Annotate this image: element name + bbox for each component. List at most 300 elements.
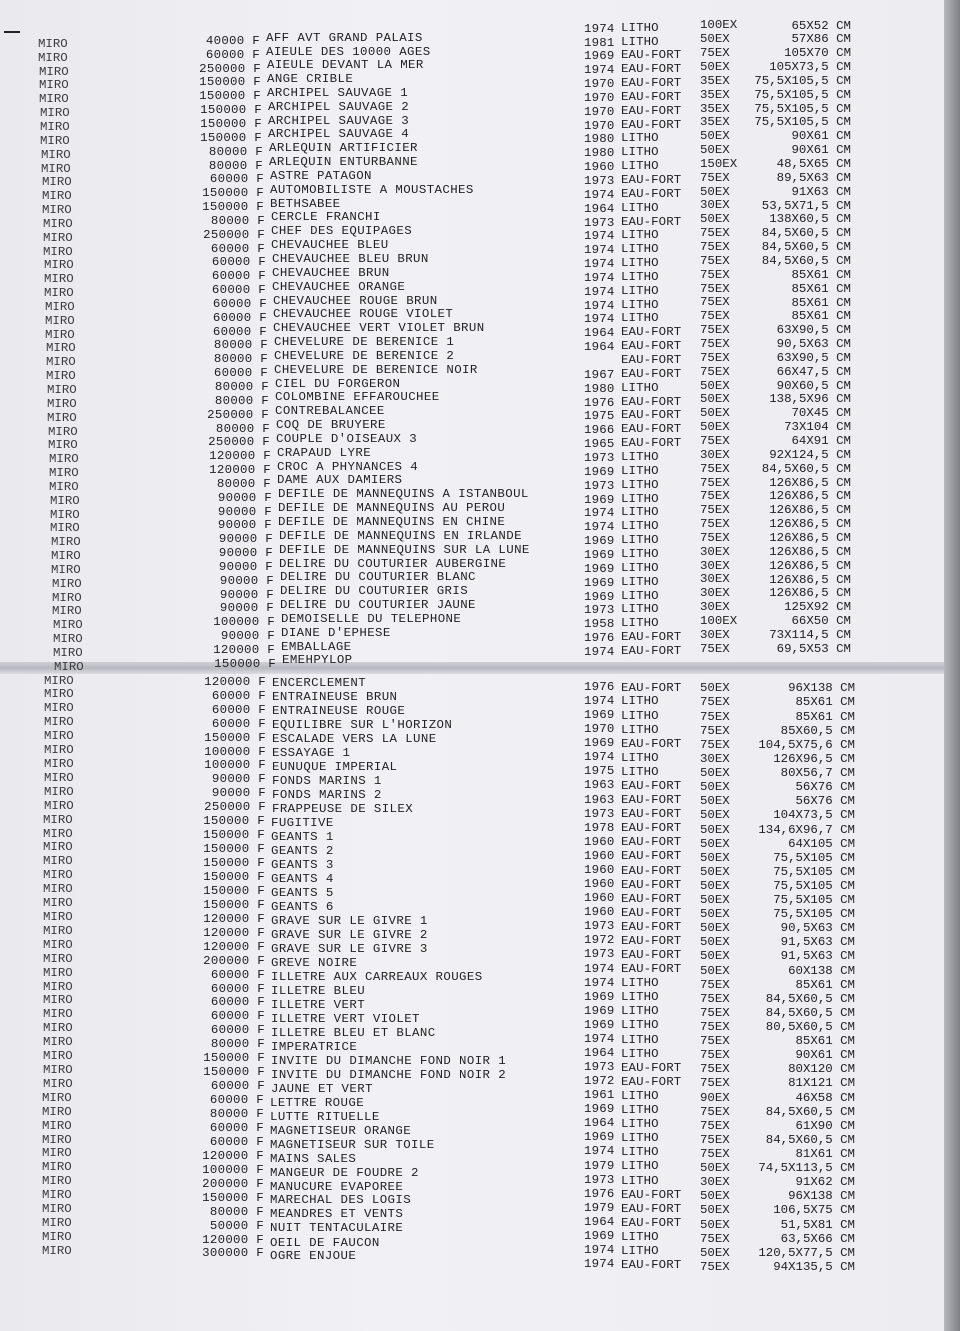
price-cell: 250000 F [203, 227, 265, 242]
price-cell: 150000 F [204, 730, 266, 745]
artist-cell: MIRO [42, 1202, 72, 1217]
medium-cell: LITHO [621, 1131, 659, 1146]
price-cell: 200000 F [203, 953, 265, 968]
size-cell: 61X90 CM [795, 1118, 855, 1133]
title-cell: ENTRAINEUSE BRUN [272, 690, 398, 705]
price-cell: 120000 F [209, 449, 271, 464]
edition-cell: 35EX [700, 87, 730, 102]
price-cell: 250000 F [204, 800, 266, 815]
edition-cell: 50EX [700, 129, 730, 144]
price-cell: 80000 F [208, 144, 263, 159]
medium-cell: LITHO [621, 519, 659, 534]
artist-cell: MIRO [43, 951, 73, 966]
medium-cell: EAU-FORT [621, 325, 682, 340]
title-cell: DEMOISELLE DU TELEPHONE [281, 611, 462, 626]
title-cell: LETTRE ROUGE [270, 1095, 365, 1110]
artist-cell: MIRO [42, 1118, 72, 1133]
medium-cell: LITHO [621, 1173, 659, 1188]
price-cell: 150000 F [199, 75, 261, 90]
year-cell: 1973 [584, 806, 615, 821]
year-cell: 1960 [584, 834, 615, 849]
artist-cell: MIRO [43, 896, 73, 911]
medium-cell: LITHO [621, 297, 659, 312]
year-cell: 1969 [584, 464, 615, 479]
price-cell: 150000 F [202, 1190, 264, 1205]
year-cell: 1976 [584, 680, 615, 694]
edition-cell: 30EX [700, 600, 730, 615]
medium-cell: LITHO [621, 380, 659, 395]
edition-cell: 75EX [700, 309, 730, 324]
title-cell: OGRE ENJOUE [270, 1249, 357, 1264]
price-cell: 80000 F [208, 158, 263, 173]
title-cell: MARECHAL DES LOGIS [270, 1193, 412, 1208]
medium-cell: LITHO [621, 694, 659, 709]
year-cell: 1961 [584, 1088, 615, 1103]
price-cell: 150000 F [203, 828, 265, 843]
size-cell: 75,5X105 CM [773, 907, 855, 922]
artist-cell: MIRO [45, 327, 75, 342]
title-cell: FRAPPEUSE DE SILEX [272, 802, 414, 817]
price-cell: 60000 F [212, 310, 267, 325]
medium-cell: LITHO [621, 976, 659, 991]
price-cell: 150000 F [203, 1051, 265, 1066]
year-cell: 1974 [584, 312, 615, 327]
artist-cell: MIRO [52, 590, 82, 605]
medium-cell: LITHO [621, 722, 659, 737]
year-cell: 1969 [584, 1102, 615, 1117]
year-cell: 1974 [584, 63, 615, 78]
title-cell: GRAVE SUR LE GIVRE 2 [271, 927, 428, 942]
price-cell: 90000 F [219, 601, 274, 616]
edition-cell: 75EX [700, 1005, 730, 1020]
medium-cell: LITHO [621, 145, 659, 160]
size-cell: 90,5X63 CM [776, 337, 851, 352]
title-cell: COUPLE D'OISEAUX 3 [276, 431, 418, 446]
price-cell: 90000 F [217, 504, 272, 519]
title-cell: CIEL DU FORGERON [275, 376, 401, 391]
title-cell: CHEVAUCHEE BRUN [272, 265, 390, 280]
price-cell: 60000 F [212, 296, 267, 311]
title-cell: ILLETRE BLEU ET BLANC [271, 1025, 436, 1040]
medium-cell: LITHO [621, 256, 659, 270]
year-cell: 1965 [584, 437, 615, 452]
year-cell: 1970 [584, 722, 615, 737]
edition-cell: 50EX [700, 1189, 730, 1204]
artist-cell: MIRO [51, 535, 81, 550]
artist-cell: MIRO [44, 715, 74, 730]
medium-cell: EAU-FORT [621, 680, 682, 695]
price-cell: 90000 F [219, 573, 274, 588]
edition-cell: 75EX [700, 641, 730, 656]
title-cell: CHEVAUCHEE ORANGE [272, 279, 406, 294]
medium-cell: EAU-FORT [621, 630, 682, 644]
medium-cell: LITHO [621, 1229, 659, 1244]
artist-cell: MIRO [39, 92, 69, 107]
medium-cell: LITHO [621, 159, 659, 174]
price-cell: 60000 F [213, 366, 268, 381]
price-cell: 100000 F [204, 758, 266, 773]
size-cell: 51,5X81 CM [780, 1217, 855, 1232]
catalog-row [0, 770, 948, 795]
artist-cell: MIRO [47, 410, 77, 425]
artist-cell: MIRO [43, 244, 73, 259]
size-cell: 126X86,5 CM [769, 572, 851, 587]
title-cell: CHEVELURE DE BERENICE NOIR [274, 362, 478, 377]
price-cell: 200000 F [202, 1176, 264, 1191]
size-cell: 80X56,7 CM [780, 766, 855, 781]
price-cell: 60000 F [211, 255, 266, 270]
catalog-row [0, 1243, 948, 1274]
title-cell: DEFILE DE MANNEQUINS EN IRLANDE [279, 528, 522, 543]
edition-cell: 50EX [700, 212, 730, 227]
artist-cell: MIRO [49, 479, 79, 494]
size-cell: 90X61 CM [791, 143, 851, 158]
year-cell: 1973 [584, 603, 615, 618]
size-cell: 75,5X105,5 CM [754, 115, 851, 130]
title-cell: MAINS SALES [270, 1151, 357, 1166]
title-cell: ARCHIPEL SAUVAGE 3 [268, 113, 410, 128]
size-cell: 84,5X60,5 CM [761, 240, 851, 255]
title-cell: EUNUQUE IMPERIAL [272, 760, 398, 775]
artist-cell: MIRO [43, 909, 73, 924]
edition-cell: 50EX [700, 935, 730, 950]
artist-cell: MIRO [43, 1007, 73, 1022]
title-cell: ESSAYAGE 1 [272, 746, 351, 761]
year-cell: 1969 [584, 49, 615, 64]
edition-cell: 50EX [700, 1245, 730, 1260]
medium-cell: EAU-FORT [621, 821, 682, 836]
artist-cell: MIRO [43, 1063, 73, 1078]
edition-cell: 50EX [700, 59, 730, 74]
size-cell: 80X120 CM [788, 1062, 855, 1077]
artist-cell: MIRO [43, 854, 73, 869]
price-cell: 150000 F [202, 186, 264, 201]
size-cell: 96X138 CM [788, 681, 855, 696]
edition-cell: 75EX [700, 737, 730, 752]
year-cell: 1960 [584, 160, 615, 175]
medium-cell: LITHO [621, 505, 659, 520]
price-cell: 250000 F [208, 435, 270, 450]
size-cell: 91X62 CM [795, 1175, 855, 1190]
year-cell: 1973 [584, 215, 615, 230]
edition-cell: 35EX [700, 73, 730, 88]
size-cell: 53,5X71,5 CM [761, 198, 851, 213]
medium-cell: EAU-FORT [621, 422, 682, 437]
size-cell: 138X60,5 CM [769, 212, 851, 227]
edition-cell: 90EX [700, 1090, 730, 1105]
size-cell: 56X76 CM [795, 780, 855, 795]
artist-cell: MIRO [43, 1035, 73, 1050]
edition-cell: 75EX [700, 1048, 730, 1063]
price-cell: 60000 F [209, 172, 264, 187]
price-cell: 150000 F [203, 814, 265, 829]
artist-cell: MIRO [47, 383, 77, 397]
artist-cell: MIRO [43, 937, 73, 952]
edition-cell: 75EX [700, 503, 730, 518]
size-cell: 66X50 CM [791, 614, 851, 628]
title-cell: ARLEQUIN ENTURBANNE [269, 155, 418, 170]
year-cell: 1973 [584, 450, 615, 465]
year-cell: 1963 [584, 792, 615, 807]
year-cell: 1960 [584, 862, 615, 877]
medium-cell: EAU-FORT [621, 807, 682, 822]
medium-cell: EAU-FORT [621, 643, 682, 658]
price-cell: 60000 F [210, 967, 265, 982]
year-cell: 1976 [584, 395, 615, 410]
size-cell: 75,5X105,5 CM [754, 73, 851, 88]
artist-cell: MIRO [54, 659, 84, 674]
year-cell: 1958 [584, 617, 615, 632]
edition-cell: 75EX [700, 226, 730, 241]
price-cell: 150000 F [200, 103, 262, 118]
edition-cell: 75EX [700, 170, 730, 185]
title-cell: AIEULE DEVANT LA MER [267, 58, 424, 73]
title-cell: EMBALLAGE [281, 639, 352, 654]
year-cell: 1970 [584, 104, 615, 119]
price-cell: 80000 F [210, 1037, 265, 1052]
title-cell: DELIRE DU COUTURIER AUBERGINE [279, 556, 507, 571]
edition-cell: 50EX [700, 893, 730, 908]
edition-cell: 30EX [700, 447, 730, 462]
size-cell: 63X90,5 CM [776, 323, 851, 338]
edition-cell: 30EX [700, 558, 730, 573]
title-cell: CONTREBALANCEE [275, 404, 385, 419]
edition-cell: 50EX [700, 406, 730, 421]
size-cell: 91,5X63 CM [780, 949, 855, 964]
year-cell: 1974 [584, 975, 615, 990]
edition-cell: 75EX [700, 323, 730, 338]
size-cell: 85X61 CM [795, 709, 855, 724]
year-cell: 1974 [584, 1144, 615, 1159]
year-cell: 1975 [584, 764, 615, 779]
year-cell: 1964 [584, 201, 615, 216]
year-cell: 1973 [584, 478, 615, 493]
size-cell: 84,5X60,5 CM [761, 226, 851, 241]
price-cell: 300000 F [202, 1246, 264, 1261]
medium-cell: EAU-FORT [621, 891, 682, 906]
edition-cell: 75EX [700, 1118, 730, 1133]
price-cell: 120000 F [203, 925, 265, 940]
artist-cell: MIRO [44, 286, 74, 301]
title-cell: GRAVE SUR LE GIVRE 3 [271, 941, 428, 956]
medium-cell: EAU-FORT [621, 172, 682, 187]
year-cell: 1974 [584, 506, 615, 521]
price-cell: 250000 F [207, 407, 269, 422]
edition-cell: 30EX [700, 586, 730, 601]
artist-cell: MIRO [42, 175, 72, 190]
size-cell: 126X86,5 CM [769, 503, 851, 518]
catalog-row [0, 687, 948, 710]
artist-cell: MIRO [44, 272, 74, 287]
title-cell: DELIRE DU COUTURIER JAUNE [280, 598, 476, 613]
size-cell: 81X61 CM [795, 1146, 855, 1161]
price-cell: 80000 F [213, 352, 268, 367]
size-cell: 73X114,5 CM [769, 627, 851, 642]
price-cell: 150000 F [202, 200, 264, 214]
artist-cell: MIRO [44, 798, 74, 813]
price-cell: 80000 F [214, 393, 269, 408]
edition-cell: 30EX [700, 627, 730, 642]
price-cell: 80000 F [209, 1204, 264, 1219]
year-cell: 1974 [584, 229, 615, 244]
medium-cell: EAU-FORT [621, 736, 682, 751]
size-cell: 46X58 CM [795, 1090, 855, 1105]
artist-cell: MIRO [43, 840, 73, 855]
edition-cell: 75EX [700, 433, 730, 448]
artist-cell: MIRO [40, 133, 70, 148]
edition-cell: 150EX [700, 156, 738, 171]
price-cell: 60000 F [211, 702, 266, 717]
year-cell: 1974 [584, 961, 615, 976]
size-cell: 85X61 CM [791, 267, 851, 282]
medium-cell: EAU-FORT [621, 339, 682, 354]
catalog-row [0, 701, 948, 724]
price-cell: 60000 F [210, 981, 265, 996]
medium-cell: LITHO [621, 602, 659, 617]
artist-cell: MIRO [44, 687, 74, 702]
price-cell: 90000 F [218, 532, 273, 547]
size-cell: 81X121 CM [788, 1076, 855, 1091]
year-cell: 1980 [584, 146, 615, 161]
size-cell: 70X45 CM [791, 406, 851, 421]
artist-cell: MIRO [50, 521, 80, 536]
price-cell: 120000 F [213, 642, 275, 657]
edition-cell: 75EX [700, 530, 730, 545]
year-cell: 1969 [584, 1017, 615, 1032]
title-cell: CHEVAUCHEE BLEU BRUN [272, 252, 429, 266]
size-cell: 106,5X75 CM [773, 1203, 855, 1218]
edition-cell: 50EX [700, 878, 730, 893]
title-cell: NUIT TENTACULAIRE [270, 1221, 404, 1236]
medium-cell: LITHO [621, 764, 659, 779]
title-cell: MANUCURE EVAPOREE [270, 1179, 404, 1194]
title-cell: GEANTS 4 [271, 871, 334, 886]
price-cell: 60000 F [210, 1079, 265, 1094]
medium-cell: LITHO [621, 588, 659, 603]
title-cell: ARCHIPEL SAUVAGE 1 [267, 85, 409, 100]
artist-cell: MIRO [43, 230, 73, 245]
price-cell: 80000 F [215, 421, 270, 436]
size-cell: 75,5X105 CM [773, 864, 855, 879]
price-cell: 60000 F [209, 1134, 264, 1149]
medium-cell: LITHO [621, 708, 659, 723]
title-cell: DEFILE DE MANNEQUINS SUR LA LUNE [279, 542, 530, 557]
price-cell: 60000 F [211, 688, 266, 703]
artist-cell: MIRO [41, 147, 71, 162]
medium-cell: EAU-FORT [621, 353, 682, 367]
year-cell: 1969 [584, 708, 615, 723]
title-cell: ARCHIPEL SAUVAGE 2 [268, 99, 410, 114]
medium-cell: LITHO [621, 1103, 659, 1117]
medium-cell: LITHO [621, 477, 659, 492]
medium-cell: EAU-FORT [621, 186, 682, 201]
edition-cell: 75EX [700, 295, 730, 310]
catalog-row [0, 743, 948, 766]
edition-cell: 100EX [700, 18, 738, 33]
size-cell: 56X76 CM [795, 794, 855, 809]
artist-cell: MIRO [42, 1146, 72, 1161]
title-cell: ARLEQUIN ARTIFICIER [269, 141, 418, 156]
edition-cell: 50EX [700, 184, 730, 199]
year-cell: 1973 [584, 1059, 615, 1074]
artist-cell: MIRO [39, 78, 69, 93]
edition-cell: 75EX [700, 695, 730, 710]
artist-cell: MIRO [49, 452, 79, 467]
size-cell: 84,5X60,5 CM [765, 991, 855, 1006]
edition-cell: 30EX [700, 544, 730, 559]
title-cell: ILLETRE AUX CARREAUX ROUGES [271, 969, 483, 984]
year-cell: 1969 [584, 1003, 615, 1018]
medium-cell: EAU-FORT [621, 793, 682, 808]
artist-cell: MIRO [51, 549, 81, 563]
edition-cell: 75EX [700, 46, 730, 61]
size-cell: 85X61 CM [795, 977, 855, 992]
size-cell: 90,5X63 CM [780, 921, 855, 936]
artist-cell: MIRO [44, 258, 74, 273]
medium-cell: LITHO [621, 449, 659, 464]
title-cell: DEFILE DE MANNEQUINS AU PEROU [278, 501, 506, 516]
artist-cell: MIRO [42, 1132, 72, 1147]
price-cell: 60000 F [211, 283, 266, 298]
artist-cell: MIRO [44, 729, 74, 744]
price-cell: 90000 F [217, 518, 272, 533]
edition-cell: 75EX [700, 1076, 730, 1091]
medium-cell: EAU-FORT [621, 905, 682, 920]
title-cell: CHEVELURE DE BERENICE 2 [274, 348, 455, 363]
year-cell: 1964 [584, 1045, 615, 1060]
artist-cell: MIRO [46, 355, 76, 370]
year-cell: 1969 [584, 492, 615, 507]
edition-cell: 75EX [700, 723, 730, 738]
size-cell: 75,5X105,5 CM [754, 87, 851, 102]
medium-cell: EAU-FORT [621, 1215, 682, 1230]
artist-cell: MIRO [44, 701, 74, 716]
medium-cell: LITHO [621, 1088, 659, 1103]
title-cell: CHEVELURE DE BERENICE 1 [274, 335, 455, 349]
title-cell: ENCERCLEMENT [272, 676, 367, 691]
artist-cell: MIRO [38, 36, 68, 51]
artist-cell: MIRO [42, 1104, 72, 1119]
size-cell: 80,5X60,5 CM [765, 1019, 855, 1034]
edition-cell: 50EX [700, 921, 730, 936]
edition-cell: 75EX [700, 267, 730, 282]
edition-cell: 75EX [700, 517, 730, 531]
size-cell: 91,5X63 CM [780, 935, 855, 950]
edition-cell: 50EX [700, 836, 730, 851]
edition-cell: 50EX [700, 780, 730, 795]
title-cell: AFF AVT GRAND PALAIS [266, 30, 423, 45]
size-cell: 92X124,5 CM [769, 447, 851, 462]
size-cell: 84,5X60,5 CM [765, 1104, 855, 1119]
edition-cell: 30EX [700, 198, 730, 213]
year-cell: 1974 [584, 750, 615, 765]
edition-cell: 75EX [700, 1019, 730, 1034]
title-cell: ANGE CRIBLE [267, 72, 354, 86]
size-cell: 89,5X63 CM [776, 170, 851, 185]
edition-cell: 50EX [700, 1217, 730, 1232]
title-cell: EQUILIBRE SUR L'HORIZON [272, 718, 453, 733]
medium-cell: EAU-FORT [621, 76, 682, 90]
year-cell: 1974 [584, 1243, 615, 1257]
title-cell: FONDS MARINS 1 [272, 774, 382, 789]
year-cell: 1974 [584, 644, 615, 659]
size-cell: 63X90,5 CM [776, 350, 851, 365]
medium-cell: LITHO [621, 546, 659, 561]
edition-cell: 35EX [700, 115, 730, 130]
artist-cell: MIRO [45, 313, 75, 328]
price-cell: 90000 F [217, 490, 272, 505]
size-cell: 84,5X60,5 CM [765, 1005, 855, 1020]
